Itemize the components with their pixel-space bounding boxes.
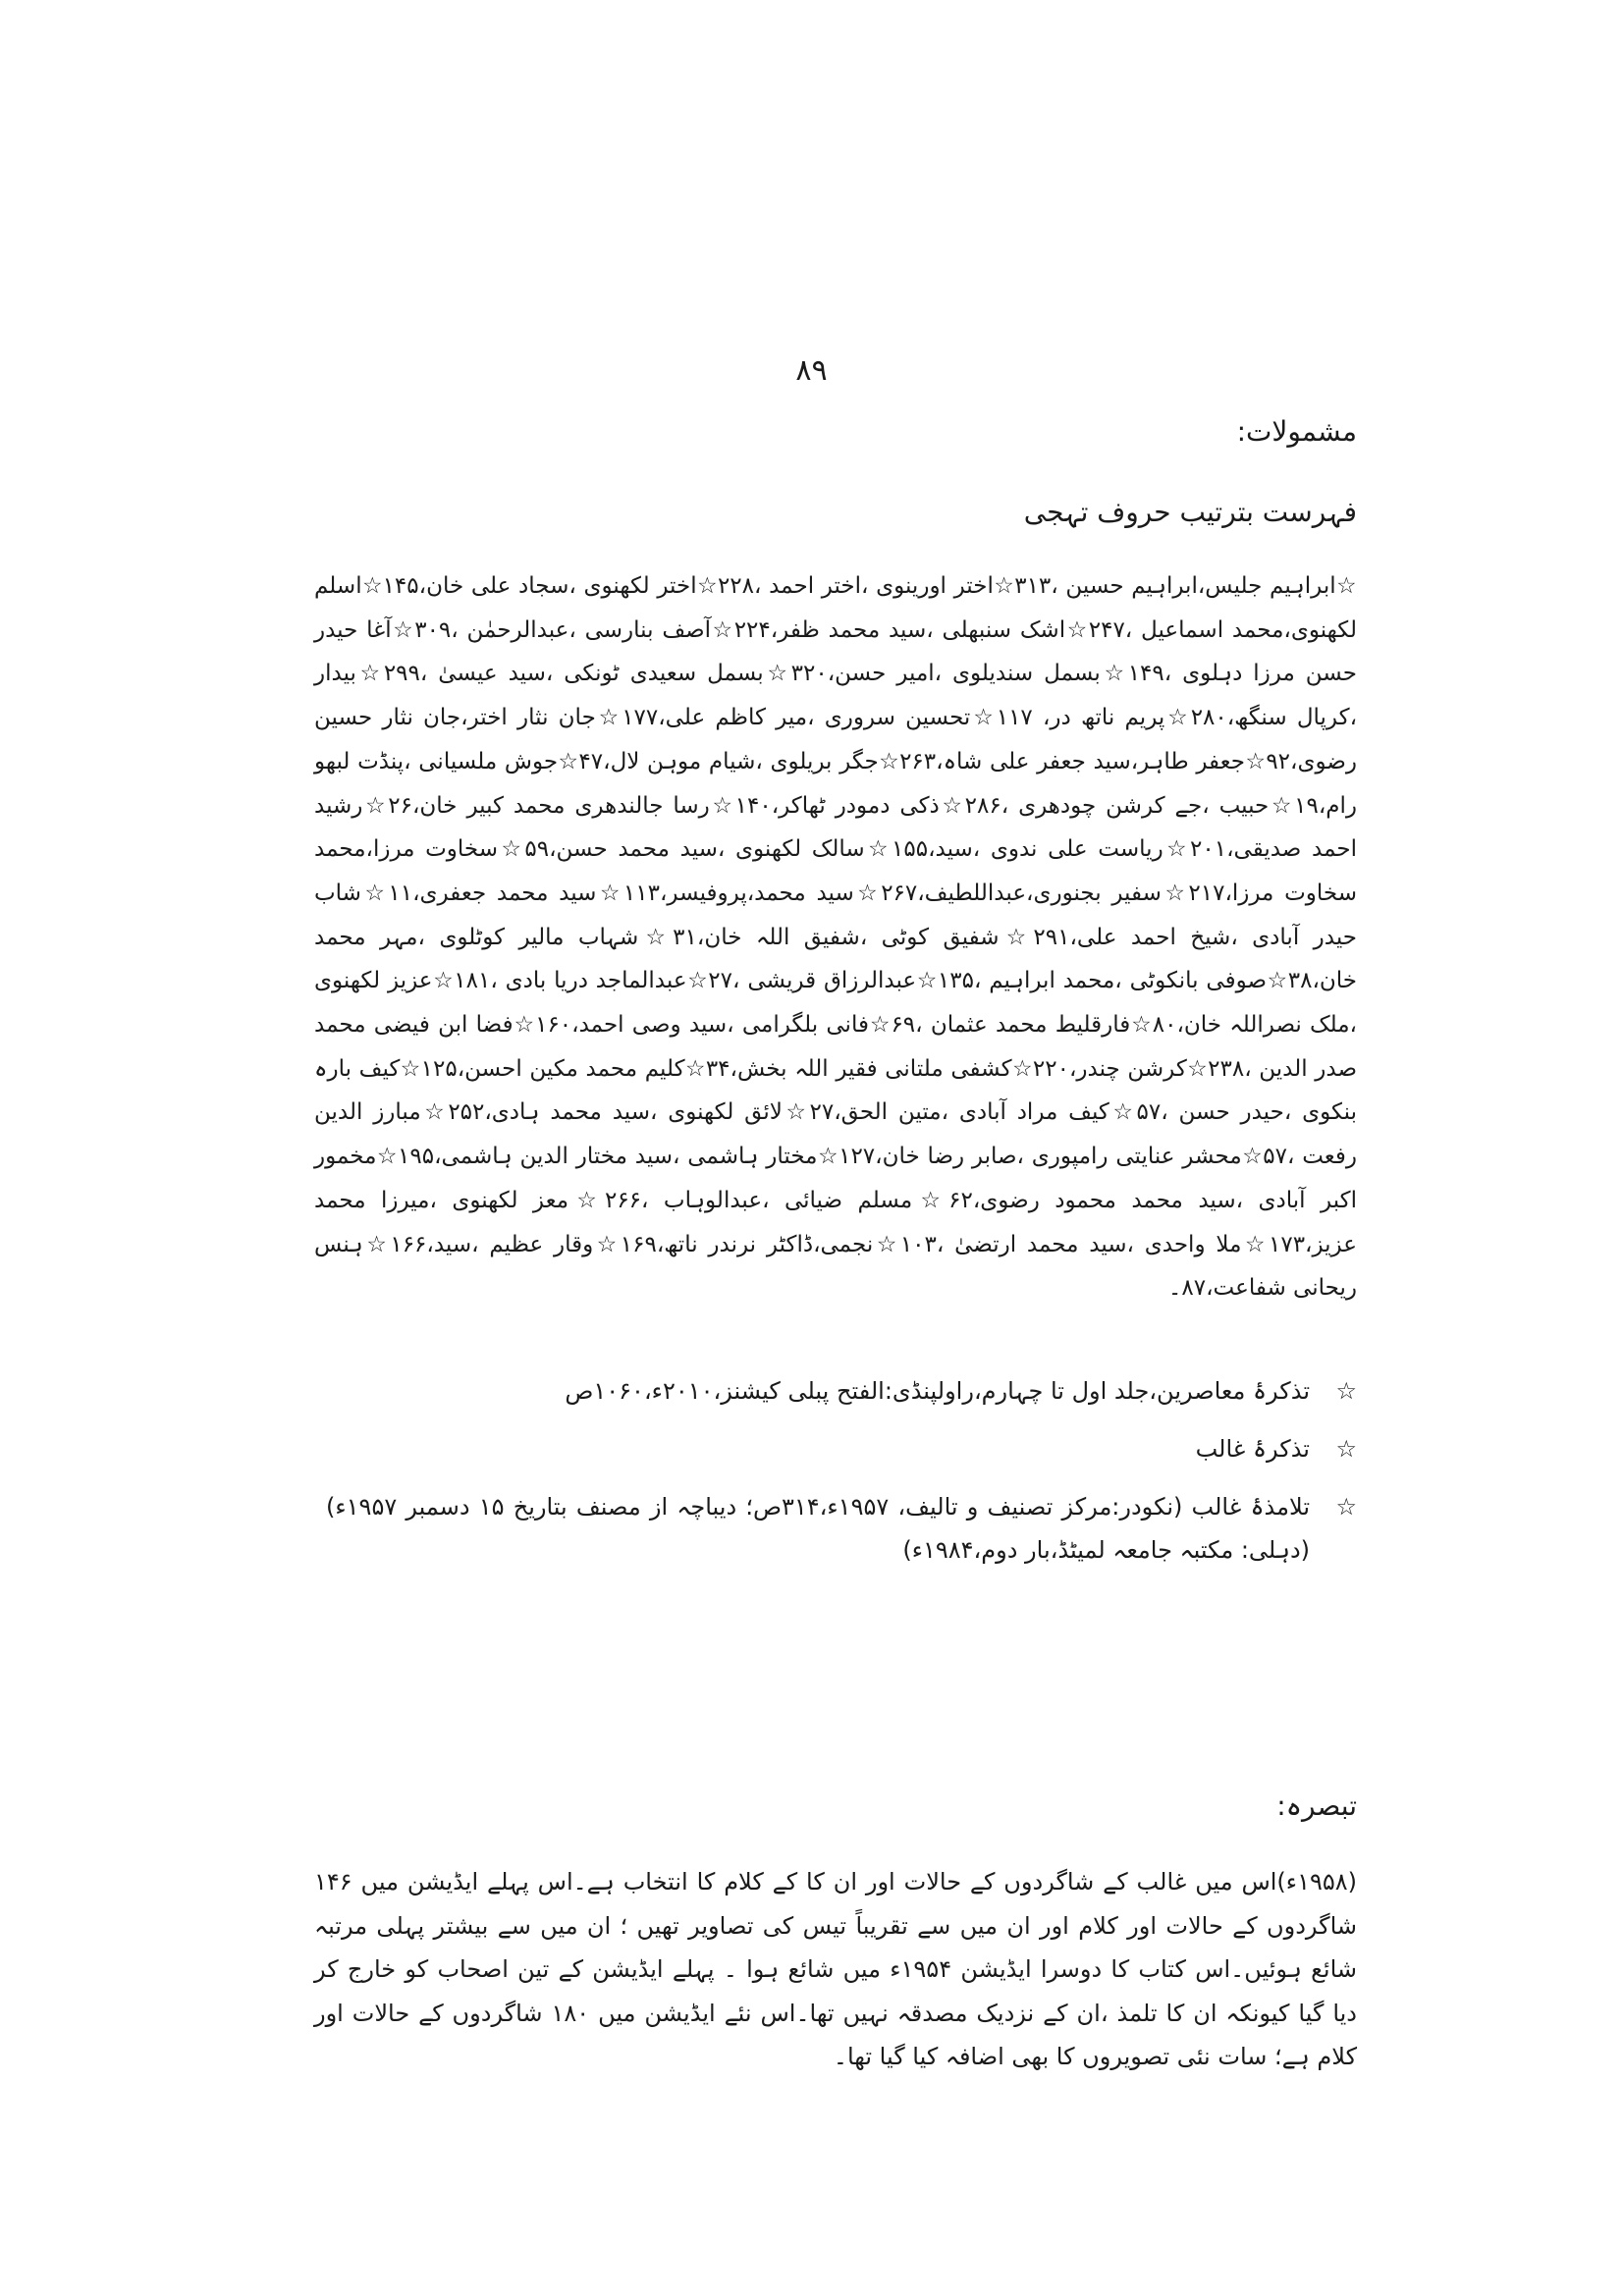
reference-item [326, 1485, 1357, 1572]
alphabetical-list-heading: فہرست بترتیب حروف تہجی [1023, 496, 1357, 528]
reference-item [326, 1369, 1357, 1413]
reference-item [326, 1427, 1357, 1470]
review-heading: تبصرہ: [1276, 1789, 1357, 1822]
references-list [326, 1369, 1357, 1586]
reference-text: تذکرۂ غالب [1195, 1435, 1310, 1463]
star-bullet-icon: ☆ [1335, 1493, 1357, 1521]
names-list-paragraph: ☆ابراہیم جلیس،ابراہیم حسین ،۳۱۳☆اختر اورینوی ،اختر احمد ،۲۲۸☆اختر لکھنوی ،سجاد علی خان،۱۴۵☆اسلم لکھنوی،محمد اسماعیل ،۲۴۷☆اشک سنبھلی ،سید محمد ظفر،۲۲۴☆آصف بنارسی ،عبدالرحمٰن ،۳۰۹☆آغا حیدر حسن مرزا دہلوی ،۱۴۹☆بسمل سندیلوی ،امیر حسن،۳۲۰☆بسمل سعیدی ٹونکی ،سید عیسیٰ ،۲۹۹☆بیدار ،کرپال سنگھ،۲۸۰☆پریم ناتھ در، ۱۱۷☆تحسین سروری ،میر کاظم علی،۱۷۷☆جان نثار اختر،جان نثار حسین رضوی،۹۲☆جعفر طاہر،سید جعفر علی شاہ،۲۶۳☆جگر بریلوی ،شیام موہن لال،۴۷☆جوش ملسیانی ،پنڈت لبھو رام،۱۹☆حبیب ،جے کرشن چودھری ،۲۸۶☆ذکی دمودر ٹھاکر،۱۴۰☆رسا جالندھری محمد کبیر خان،۲۶☆رشید احمد صدیقی،۲۰۱☆ریاست علی ندوی ،سید،۱۵۵☆سالک لکھنوی ،سید محمد حسن،۵۹☆سخاوت مرزا،محمد سخاوت مرزا،۲۱۷☆سفیر بجنوری،عبداللطیف،۲۶۷☆سید محمد،پروفیسر،۱۱۳☆سید محمد جعفری،۱۱☆شاب حیدر آبادی ،شیخ احمد علی،۲۹۱☆شفیق کوٹی ،شفیق اللہ خان،۳۱☆شہاب مالیر کوٹلوی ،مہر محمد خان،۳۸☆صوفی بانکوٹی ،محمد ابراہیم ،۱۳۵☆عبدالرزاق قریشی ،۲۷☆عبدالماجد دریا بادی ،۱۸۱☆عزیز لکھنوی ،ملک نصراللہ خان،۸۰☆فارقلیط محمد عثمان ،۶۹☆فانی بلگرامی ،سید وصی احمد،۱۶۰☆فضا ابن فیضی محمد صدر الدین ،۲۳۸☆کرشن چندر،۲۲۰☆کشفی ملتانی فقیر اللہ بخش،۳۴☆کلیم محمد مکین احسن،۱۲۵☆کیف بارہ بنکوی ،حیدر حسن ،۵۷☆کیف مراد آبادی ،متین الحق،۲۷☆لائق لکھنوی ،سید محمد ہادی،۲۵۲☆مبارز الدین رفعت ،۵۷☆محشر عنایتی رامپوری ،صابر رضا خان،۱۲۷☆مختار ہاشمی ،سید مختار الدین ہاشمی،۱۹۵☆مخمور اکبر آبادی ،سید محمد محمود رضوی،۶۲☆مسلم ضیائی ،عبدالوہاب ،۲۶۶☆معز لکھنوی ،میرزا محمد عزیز،۱۷۳☆ملا واحدی ،سید محمد ارتضیٰ ،۱۰۳☆نجمی،ڈاکٹر نرندر ناتھ،۱۶۹☆وقار عظیم ،سید،۱۶۶☆ہنس ریحانی شفاعت،۸۷۔ [314, 573, 1358, 1302]
contents-heading: مشمولات: [1236, 415, 1357, 448]
page-number: ٨٩ [795, 353, 828, 388]
review-paragraph: (۱۹۵۸ء)اس میں غالب کے شاگردوں کے حالات اور ان کا کے کلام کا انتخاب ہے۔اس پہلے ایڈیشن میں ۱۴۶ شاگردوں کے حالات اور کلام اور ان میں سے تقریباً تیس کی تصاویر تھیں ؛ ان میں سے بیشتر پہلی مرتبہ شائع ہوئیں۔اس کتاب کا دوسرا ایڈیشن ۱۹۵۴ء میں شائع ہوا ۔ پہلے ایڈیشن کے تین اصحاب کو خارج کر دیا گیا کیونکہ ان کا تلمذ ،ان کے نزدیک مصدقہ نہیں تھا۔اس نئے ایڈیشن میں ۱۸۰ شاگردوں کے حالات اور کلام ہے؛ سات نئی تصویروں کا بھی اضافہ کیا گیا تھا۔ [314, 1868, 1357, 2070]
star-bullet-icon: ☆ [1335, 1377, 1357, 1405]
star-bullet-icon: ☆ [1335, 1435, 1357, 1463]
reference-text: تلامذۂ غالب (نکودر:مرکز تصنیف و تالیف، ۱۹۵۷ء،۳۱۴ص؛ دیباچہ از مصنف بتاریخ ۱۵ دسمبر ۱۹۵۷ء)(دہلی: مکتبہ جامعہ لمیٹڈ،بار دوم،۱۹۸۴ء) [326, 1493, 1310, 1564]
reference-text: تذکرۂ معاصرین،جلد اول تا چہارم،راولپنڈی:الفتح پبلی کیشنز،۲۰۱۰ء،۱۰۶۰ص [565, 1377, 1310, 1405]
